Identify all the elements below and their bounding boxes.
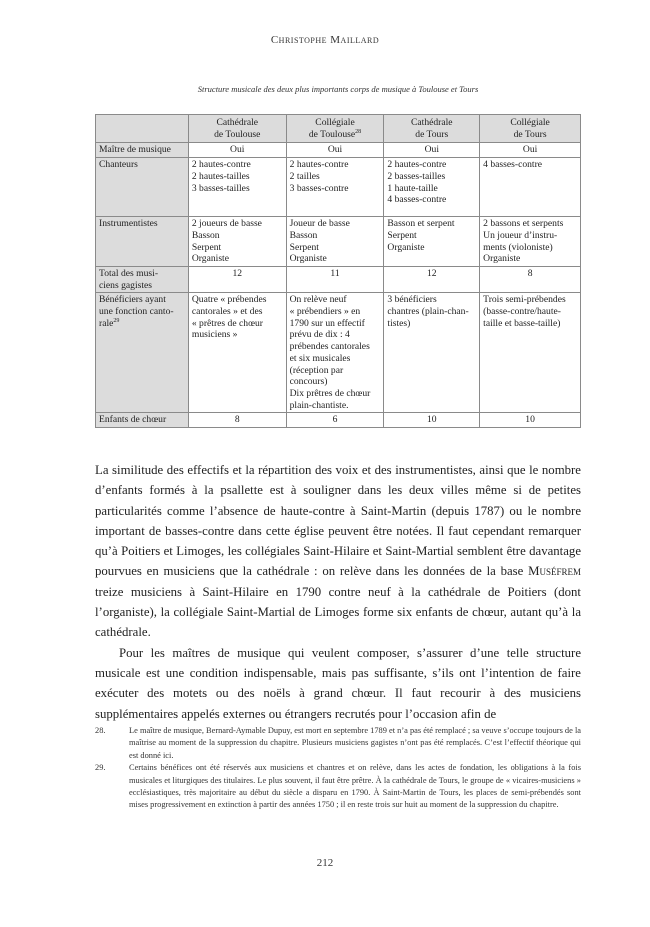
row-label: Enfants de chœur [96, 413, 189, 428]
table-row [96, 143, 581, 158]
table-cell: 3 bénéficiers chantres (plain-chan- tistes) [384, 293, 480, 413]
table-cell: 2 hautes-contre 2 basses-tailles 1 haute-taille 4 basses-contre [384, 158, 480, 217]
table-cell: Basson et serpent Serpent Organiste [384, 217, 480, 267]
table-cell: 12 [188, 266, 286, 292]
footnote-ref-28: 28 [355, 128, 362, 135]
body-text [95, 460, 581, 724]
table-row [96, 158, 581, 217]
column-header: Collégiale de Tours [480, 115, 581, 143]
column-header: Collégiale de Toulouse$^{28}$ [286, 115, 384, 143]
table-cell: Oui [480, 143, 581, 158]
table-cell: 2 joueurs de basse Basson Serpent Organiste [188, 217, 286, 267]
table-cell: Oui [286, 143, 384, 158]
footnotes [95, 725, 581, 812]
column-header: Cathédrale de Toulouse [188, 115, 286, 143]
footnote-text: Certains bénéfices ont été réservés aux musiciens et chantres et on relève, dans les actes de fondation, les obligations à la fois musicales et liturgiques des titulaires. Le plus souvent, il faut être prêtre. À la cathédrale de Tours, le groupe de « vicaires-musiciens » ecclésiastiques, très majoritaire au début du siècle a disparu en 1790. À Saint-Martin de Tours, les places de semi-prébendés sont mises progressivement en extinction à partir des années 1750 ; il en reste trois sur huit au moment de la suppression du chapitre. [129, 763, 581, 810]
table-caption: Structure musicale des deux plus importants corps de musique à Toulouse et Tours [197, 84, 479, 94]
footnote-text: Le maître de musique, Bernard-Aymable Dupuy, est mort en septembre 1789 et n’a pas été remplacé ; sa veuve s’occupe toujours de la maîtrise au moment de la suppression du chapitre. Plusieurs musiciens gagistes n’ont pas été remplacés. C’est l’effectif théorique qui est donné ici. [129, 726, 581, 760]
table-cell: 10 [480, 413, 581, 428]
table-cell: 2 hautes-contre 2 hautes-tailles 3 basses-tailles [188, 158, 286, 217]
table-row [96, 413, 581, 428]
table-cell: Oui [188, 143, 286, 158]
table-cell: Trois semi-prébendes (basse-contre/haute- taille et basse-taille) [480, 293, 581, 413]
column-header: Cathédrale de Tours [384, 115, 480, 143]
footnote [95, 762, 581, 812]
row-label: Bénéficiers ayant une fonction canto- rale$^{29}$ [96, 293, 189, 413]
table-cell: 2 hautes-contre 2 tailles 3 basses-contre [286, 158, 384, 217]
table-cell: 8 [188, 413, 286, 428]
table-header-row [96, 115, 581, 143]
table-cell: 11 [286, 266, 384, 292]
footnote-ref-29: 29 [113, 317, 120, 324]
paragraph: La similitude des effectifs et la répartition des voix et des instrumentistes, ainsi que le nombre d’enfants formés à la psallette est à souligner dans les deux villes même si de petites particularités comme l’absence de haute-contre à Saint-Martin (depuis 1787) ou le nombre important de basses-contre dans cette église peuvent être notées. Il faut cependant remarquer qu’à Poitiers et Limoges, les collégiales Saint-Hilaire et Saint-Martial semblent être davantage pourvues en musiciens que la cathédrale : on relève dans les données de la base Muséfrem treize musiciens à Saint-Hilaire en 1790 contre neuf à la cathédrale de Poitiers (dont l’organiste), la collégiale Saint-Martial de Limoges forme six enfants de chœur, autant qu’à la cathédrale. [95, 463, 581, 640]
footnote [95, 725, 581, 762]
table-cell: Joueur de basse Basson Serpent Organiste [286, 217, 384, 267]
page-number: 212 [316, 857, 334, 869]
table-cell: 4 basses-contre [480, 158, 581, 217]
row-label: Maître de musique [96, 143, 189, 158]
table-cell: 8 [480, 266, 581, 292]
table-cell: 6 [286, 413, 384, 428]
row-label: Instrumentistes [96, 217, 189, 267]
table-cell: On relève neuf « prébendiers » en 1790 sur un effectif prévu de dix : 4 prébendes cantorales et six musicales (réception par concours) Dix prêtres de chœur plain-chantiste. [286, 293, 384, 413]
table-corner-cell [96, 115, 189, 143]
table-row [96, 217, 581, 267]
table-cell: 12 [384, 266, 480, 292]
row-label: Chanteurs [96, 158, 189, 217]
table-row [96, 293, 581, 413]
table-cell: Quatre « prébendes cantorales » et des « prêtres de chœur musiciens » [188, 293, 286, 413]
footnote-number: 28. [95, 726, 106, 735]
table-cell: 10 [384, 413, 480, 428]
row-label: Total des musi- ciens gagistes [96, 266, 189, 292]
database-name: Muséfrem [528, 564, 581, 579]
running-head: Christophe Maillard [270, 34, 380, 46]
table-row [96, 266, 581, 292]
paragraph: Pour les maîtres de musique qui veulent composer, s’assurer d’une telle structure musicale est une condition indispensable, mais pas suffisante, s’ils ont l’intention de faire exécuter des motets ou des noëls à grand chœur. Il faut recourir à des musiciens supplémentaires appelés externes ou étrangers recrutés pour l’occasion afin de [95, 645, 581, 721]
table-cell: 2 bassons et serpents Un joueur d’instru- ments (violoniste) Organiste [480, 217, 581, 267]
music-structure-table [95, 114, 581, 428]
table-cell: Oui [384, 143, 480, 158]
footnote-number: 29. [95, 763, 106, 773]
